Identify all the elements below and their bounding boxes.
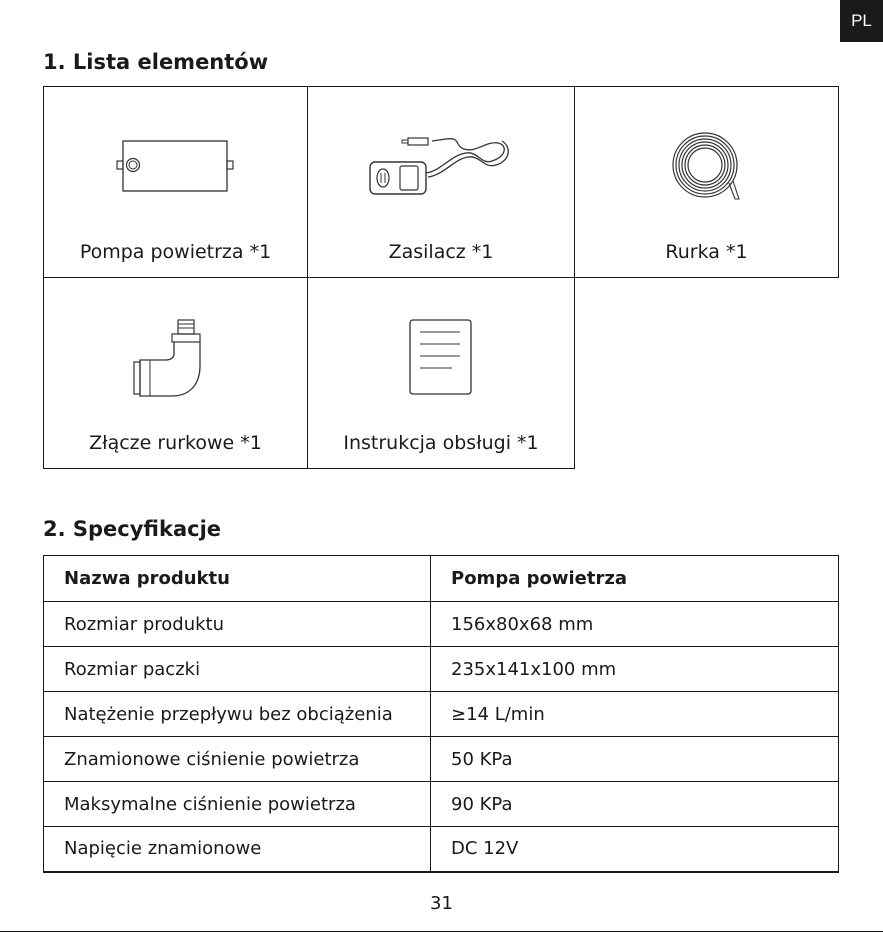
spec-value: DC 12V <box>431 827 839 872</box>
spec-value: ≥14 L/min <box>431 692 839 737</box>
footer-divider <box>0 931 883 932</box>
item-cell-tube-connector <box>43 277 308 469</box>
spec-value: 90 KPa <box>431 782 839 827</box>
page-number: 31 <box>430 893 453 914</box>
table-row <box>44 647 839 692</box>
item-label: Instrukcja obsługi *1 <box>343 432 539 454</box>
header-cell-name: Nazwa produktu <box>44 556 431 602</box>
specification-table <box>43 555 839 873</box>
language-badge: PL <box>840 0 883 42</box>
item-cell-power-adapter <box>307 86 575 278</box>
table-row <box>44 692 839 737</box>
spec-name: Rozmiar paczki <box>44 647 431 692</box>
item-cell-manual <box>307 277 575 469</box>
table-row <box>44 827 839 872</box>
section-title-specs: 2. Specyfikacje <box>43 517 222 541</box>
spec-value: 156x80x68 mm <box>431 602 839 647</box>
item-label: Zasilacz *1 <box>388 241 494 263</box>
table-row <box>44 602 839 647</box>
item-cell-tube <box>574 86 839 278</box>
power-adapter-icon <box>366 135 512 197</box>
item-label: Złącze rurkowe *1 <box>89 432 262 454</box>
item-label: Pompa powietrza *1 <box>79 241 272 263</box>
tube-connector-icon <box>130 318 210 400</box>
spec-name: Napięcie znamionowe <box>44 827 431 872</box>
section-title-items: 1. Lista elementów <box>43 50 269 74</box>
manual-icon <box>408 318 474 396</box>
spec-value: 235x141x100 mm <box>431 647 839 692</box>
table-row <box>44 782 839 827</box>
item-cell-air-pump <box>43 86 308 278</box>
tube-coil-icon <box>667 131 749 203</box>
header-cell-value: Pompa powietrza <box>431 556 839 602</box>
spec-name: Znamionowe ciśnienie powietrza <box>44 737 431 782</box>
air-pump-icon <box>116 137 240 193</box>
item-label: Rurka *1 <box>665 241 748 263</box>
spec-name: Natężenie przepływu bez obciążenia <box>44 692 431 737</box>
spec-value: 50 KPa <box>431 737 839 782</box>
spec-name: Rozmiar produktu <box>44 602 431 647</box>
table-row <box>44 737 839 782</box>
table-header-row <box>44 556 839 602</box>
spec-name: Maksymalne ciśnienie powietrza <box>44 782 431 827</box>
